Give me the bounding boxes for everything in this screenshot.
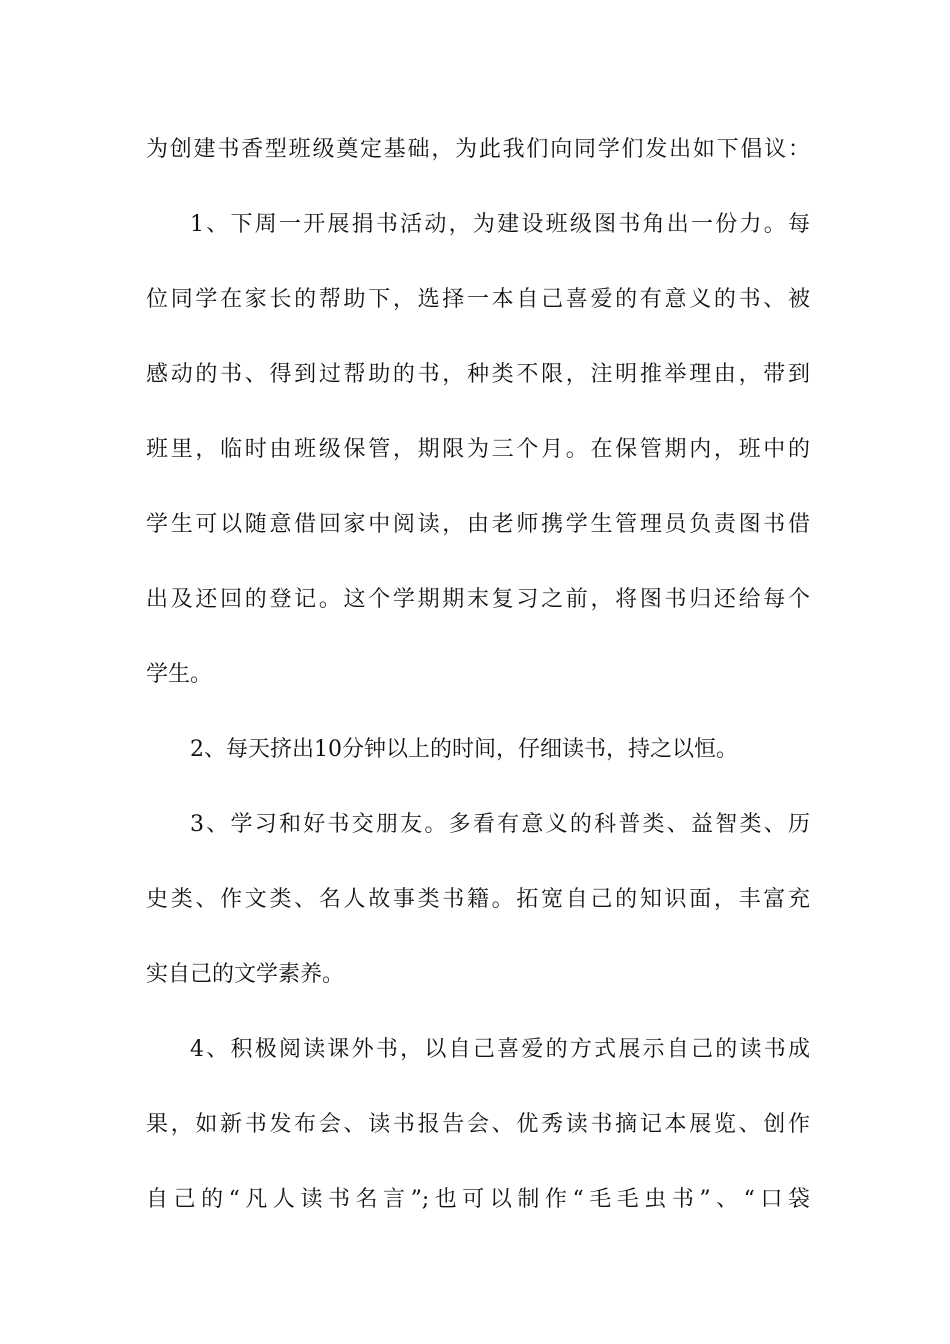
text-line: 为创建书香型班级奠定基础，为此我们向同学们发出如下倡议：	[146, 137, 810, 162]
text-line: 自己的“凡人读书名言”;也可以制作“毛毛虫书”、“口袋	[146, 1187, 810, 1212]
text-line: 出及还回的登记。这个学期期末复习之前，将图书归还给每个	[146, 587, 810, 612]
text-line: 学生。	[146, 662, 213, 687]
text-line: 4、积极阅读课外书，以自己喜爱的方式展示自己的读书成	[190, 1037, 810, 1062]
text-line: 实自己的文学素养。	[146, 962, 345, 987]
text-line: 位同学在家长的帮助下，选择一本自己喜爱的有意义的书、被	[146, 287, 810, 312]
text-line: 班里，临时由班级保管，期限为三个月。在保管期内，班中的	[146, 437, 810, 462]
text-line: 3、学习和好书交朋友。多看有意义的科普类、益智类、历	[190, 812, 810, 837]
text-line: 学生可以随意借回家中阅读，由老师携学生管理员负责图书借	[146, 512, 810, 537]
text-line: 史类、作文类、名人故事类书籍。拓宽自己的知识面，丰富充	[146, 887, 810, 912]
text-line: 感动的书、得到过帮助的书，种类不限，注明推举理由，带到	[146, 362, 810, 387]
text-line: 1、下周一开展捐书活动，为建设班级图书角出一份力。每	[190, 212, 810, 237]
text-line: 果，如新书发布会、读书报告会、优秀读书摘记本展览、创作	[146, 1112, 810, 1137]
text-line: 2、每天挤出10分钟以上的时间，仔细读书，持之以恒。	[190, 737, 738, 762]
